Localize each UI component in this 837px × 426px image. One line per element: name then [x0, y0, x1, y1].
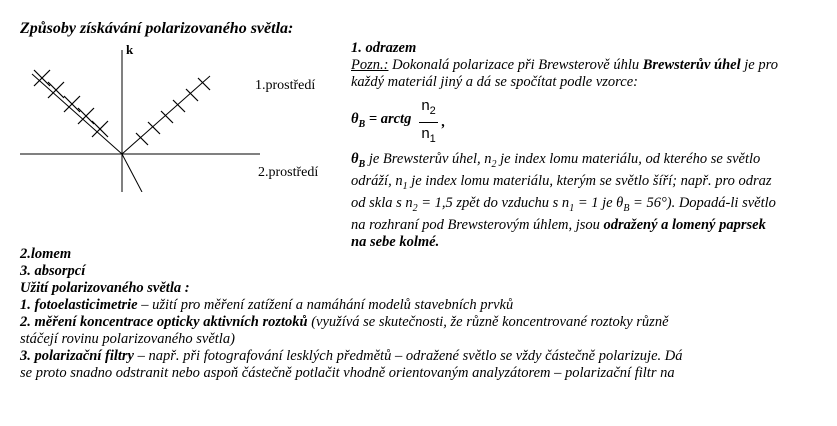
reflected-ray: [122, 76, 210, 154]
brewster-angle-term: Brewsterův úhel: [642, 57, 741, 73]
section-heading: 1. odrazem: [351, 40, 417, 56]
use-item-filters-cont: se proto snadno odstranit nebo aspoň částečně potlačit vhodně orientovaným analyzátorem – polarizační filtr na: [20, 365, 675, 381]
page-title: Způsoby získávání polarizovaného světla:: [20, 20, 294, 37]
refracted-ray: [122, 154, 142, 192]
method-refraction: 2.lomem: [20, 246, 72, 262]
uses-heading: Užití polarizovaného světla :: [20, 280, 190, 296]
incident-ray: [32, 74, 122, 154]
incident-polarization-marks: [34, 70, 108, 137]
use-item-photoelasticity: 1. fotoelasticimetrie – užití pro měření zatížení a namáhání modelů stavebních prvků: [20, 297, 514, 313]
method-absorption: 3. absorpcí: [20, 263, 86, 279]
uses-section: [20, 246, 810, 382]
medium-1-label: 1.prostředí: [255, 78, 316, 93]
use-item-filters: 3. polarizační filtry – např. při fotografování lesklých předmětů – odražené světlo se vždy částečně polarizuje. Dá: [20, 348, 683, 364]
reflection-diagram: [20, 42, 260, 192]
reflected-polarization-marks: [136, 78, 210, 145]
use-item-concentration: 2. měření koncentrace opticky aktivních roztoků (využívá se skutečnosti, že různě koncentrované roztoky různě: [20, 314, 669, 330]
brewster-explanation: $\theta_B$ je Brewsterův úhel, $n_2$ je index lomu materiálu, od kterého se světlo odráží, $n_1$ je index lomu materiálu, kterým se světlo šíří; např. pro odraz od skla s $n_2 = 1,5$ zpět do vzduchu s $n_1 = 1$ je $\theta_B = 56^\circ$). Dopadá-li světlo na rozhraní pod Brewsterovým úhlem, jsou odražený a lomený paprsek na sebe kolmé.: [351, 151, 776, 250]
brewster-note: Pozn.: Dokonalá polarizace při Brewsterově úhlu Brewsterův úhel je pro každý materiál jiný a dá se spočítat podle vzorce:: [351, 57, 778, 90]
formula-fraction: $\frac{n_2}{n_1}$: [421, 96, 436, 145]
medium-2-label: 2.prostředí: [258, 165, 319, 180]
reflection-section: [351, 40, 781, 251]
note-label: Pozn.:: [351, 57, 389, 73]
perpendicular-statement: odražený a lomený paprsek na sebe kolmé.: [351, 216, 766, 250]
use-item-concentration-cont: stáčejí rovinu polarizovaného světla): [20, 331, 235, 347]
normal-label: k: [126, 42, 134, 57]
brewster-formula: $\theta_B$ = arctg $\frac{n_2}{n_1}$ ,: [351, 97, 781, 147]
